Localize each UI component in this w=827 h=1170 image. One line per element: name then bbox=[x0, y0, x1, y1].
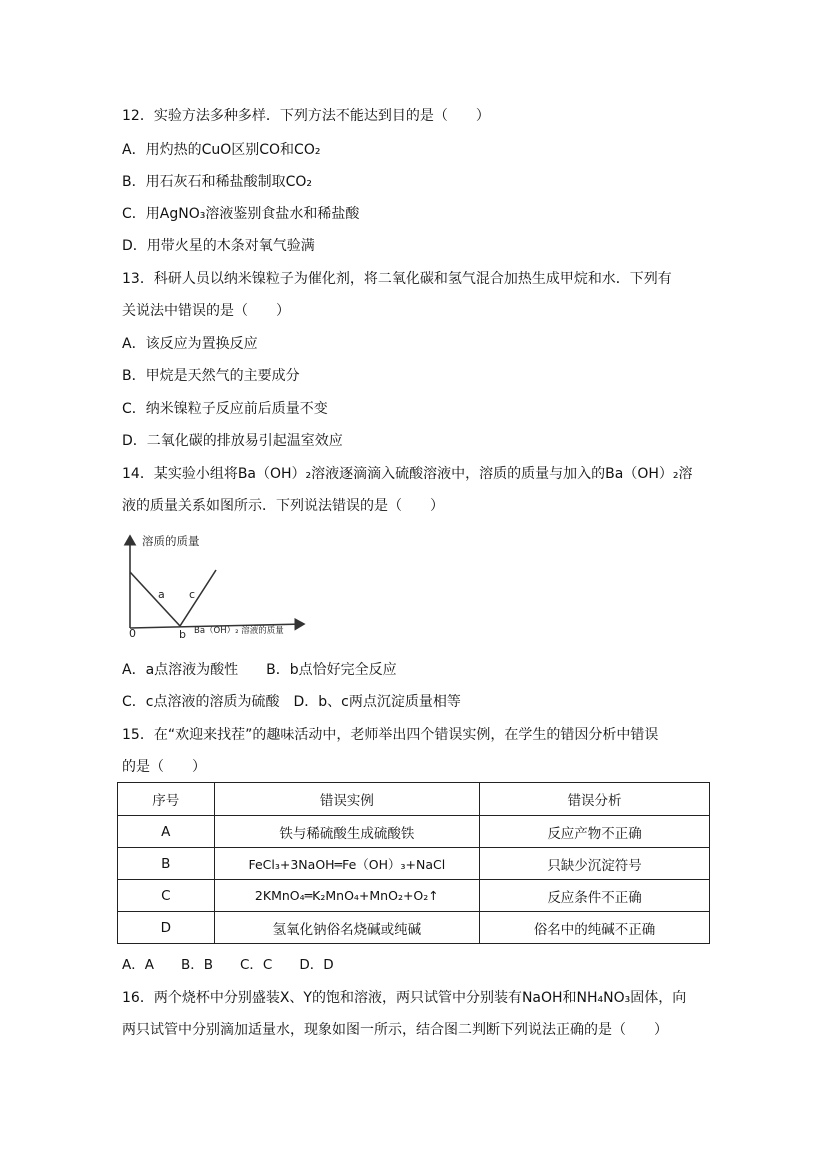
q13-stem-line2: 关说法中错误的是（ ） bbox=[122, 303, 290, 319]
table-cell: 反应条件不正确 bbox=[480, 880, 710, 912]
header-cell-index: 序号 bbox=[118, 783, 215, 816]
q15-error-table bbox=[117, 782, 710, 944]
q12-option-d: D．用带火星的木条对氧气验满 bbox=[122, 238, 315, 254]
x-axis-label: Ba（OH）₂ 溶液的质量 bbox=[194, 626, 284, 636]
q16-stem-line2: 两只试管中分别滴加适量水，现象如图一所示，结合图二判断下列说法正确的是（ ） bbox=[122, 1022, 668, 1038]
table-row bbox=[118, 912, 710, 944]
q13-option-d: D．二氧化碳的排放易引起温室效应 bbox=[122, 433, 343, 449]
table-cell: B bbox=[118, 848, 215, 880]
table-header-row bbox=[118, 783, 710, 816]
q16-stem-line1: 16．两个烧杯中分别盛装X、Y的饱和溶液，两只试管中分别装有NaOH和NH₄NO₃固体，向 bbox=[122, 990, 687, 1006]
q13-option-a: A．该反应为置换反应 bbox=[122, 336, 258, 352]
q15-options: A．A B．B C．C D．D bbox=[122, 957, 334, 973]
q14-stem-line1: 14．某实验小组将Ba（OH）₂溶液逐滴滴入硫酸溶液中，溶质的质量与加入的Ba（OH）₂溶 bbox=[122, 466, 693, 482]
q14-graph bbox=[118, 530, 308, 642]
q12-option-c: C．用AgNO₃溶液鉴别食盐水和稀盐酸 bbox=[122, 206, 360, 222]
table-cell: 氢氧化钠俗名烧碱或纯碱 bbox=[214, 912, 480, 944]
table-cell: 铁与稀硫酸生成硫酸铁 bbox=[214, 816, 480, 848]
point-b-label: b bbox=[179, 628, 186, 641]
table-cell: 只缺少沉淀符号 bbox=[480, 848, 710, 880]
header-cell-analysis: 错误分析 bbox=[480, 783, 710, 816]
q14-stem-line2: 液的质量关系如图所示．下列说法错误的是（ ） bbox=[122, 498, 444, 514]
point-c-label: c bbox=[189, 588, 196, 601]
y-axis-label: 溶质的质量 bbox=[142, 534, 200, 548]
table-cell: FeCl₃+3NaOH═Fe（OH）₃+NaCl bbox=[214, 848, 480, 880]
table-cell: D bbox=[118, 912, 215, 944]
q13-option-b: B．甲烷是天然气的主要成分 bbox=[122, 368, 300, 384]
q14-options-line1: A．a点溶液为酸性 B．b点恰好完全反应 bbox=[122, 662, 397, 678]
table-row bbox=[118, 816, 710, 848]
q15-stem-line1: 15．在“欢迎来找茬”的趣味活动中，老师举出四个错误实例，在学生的错因分析中错误 bbox=[122, 727, 659, 743]
header-cell-example: 错误实例 bbox=[214, 783, 480, 816]
table-cell: 俗名中的纯碱不正确 bbox=[480, 912, 710, 944]
mass-curve bbox=[130, 570, 216, 626]
table-cell: C bbox=[118, 880, 215, 912]
q12-option-a: A．用灼热的CuO区别CO和CO₂ bbox=[122, 142, 321, 158]
origin-label: 0 bbox=[129, 627, 136, 640]
q14-options-line2: C．c点溶液的溶质为硫酸 D．b、c两点沉淀质量相等 bbox=[122, 694, 461, 710]
table-cell: A bbox=[118, 816, 215, 848]
q13-option-c: C．纳米镍粒子反应前后质量不变 bbox=[122, 401, 328, 417]
point-a-label: a bbox=[158, 588, 165, 601]
table-cell: 2KMnO₄═K₂MnO₄+MnO₂+O₂↑ bbox=[214, 880, 480, 912]
table-cell: 反应产物不正确 bbox=[480, 816, 710, 848]
table-row bbox=[118, 880, 710, 912]
q12-stem: 12．实验方法多种多样．下列方法不能达到目的是（ ） bbox=[122, 108, 490, 124]
q13-stem-line1: 13．科研人员以纳米镍粒子为催化剂，将二氧化碳和氢气混合加热生成甲烷和水．下列有 bbox=[122, 271, 672, 287]
table-row bbox=[118, 848, 710, 880]
q12-option-b: B．用石灰石和稀盐酸制取CO₂ bbox=[122, 174, 313, 190]
q15-stem-line2: 的是（ ） bbox=[122, 759, 206, 775]
